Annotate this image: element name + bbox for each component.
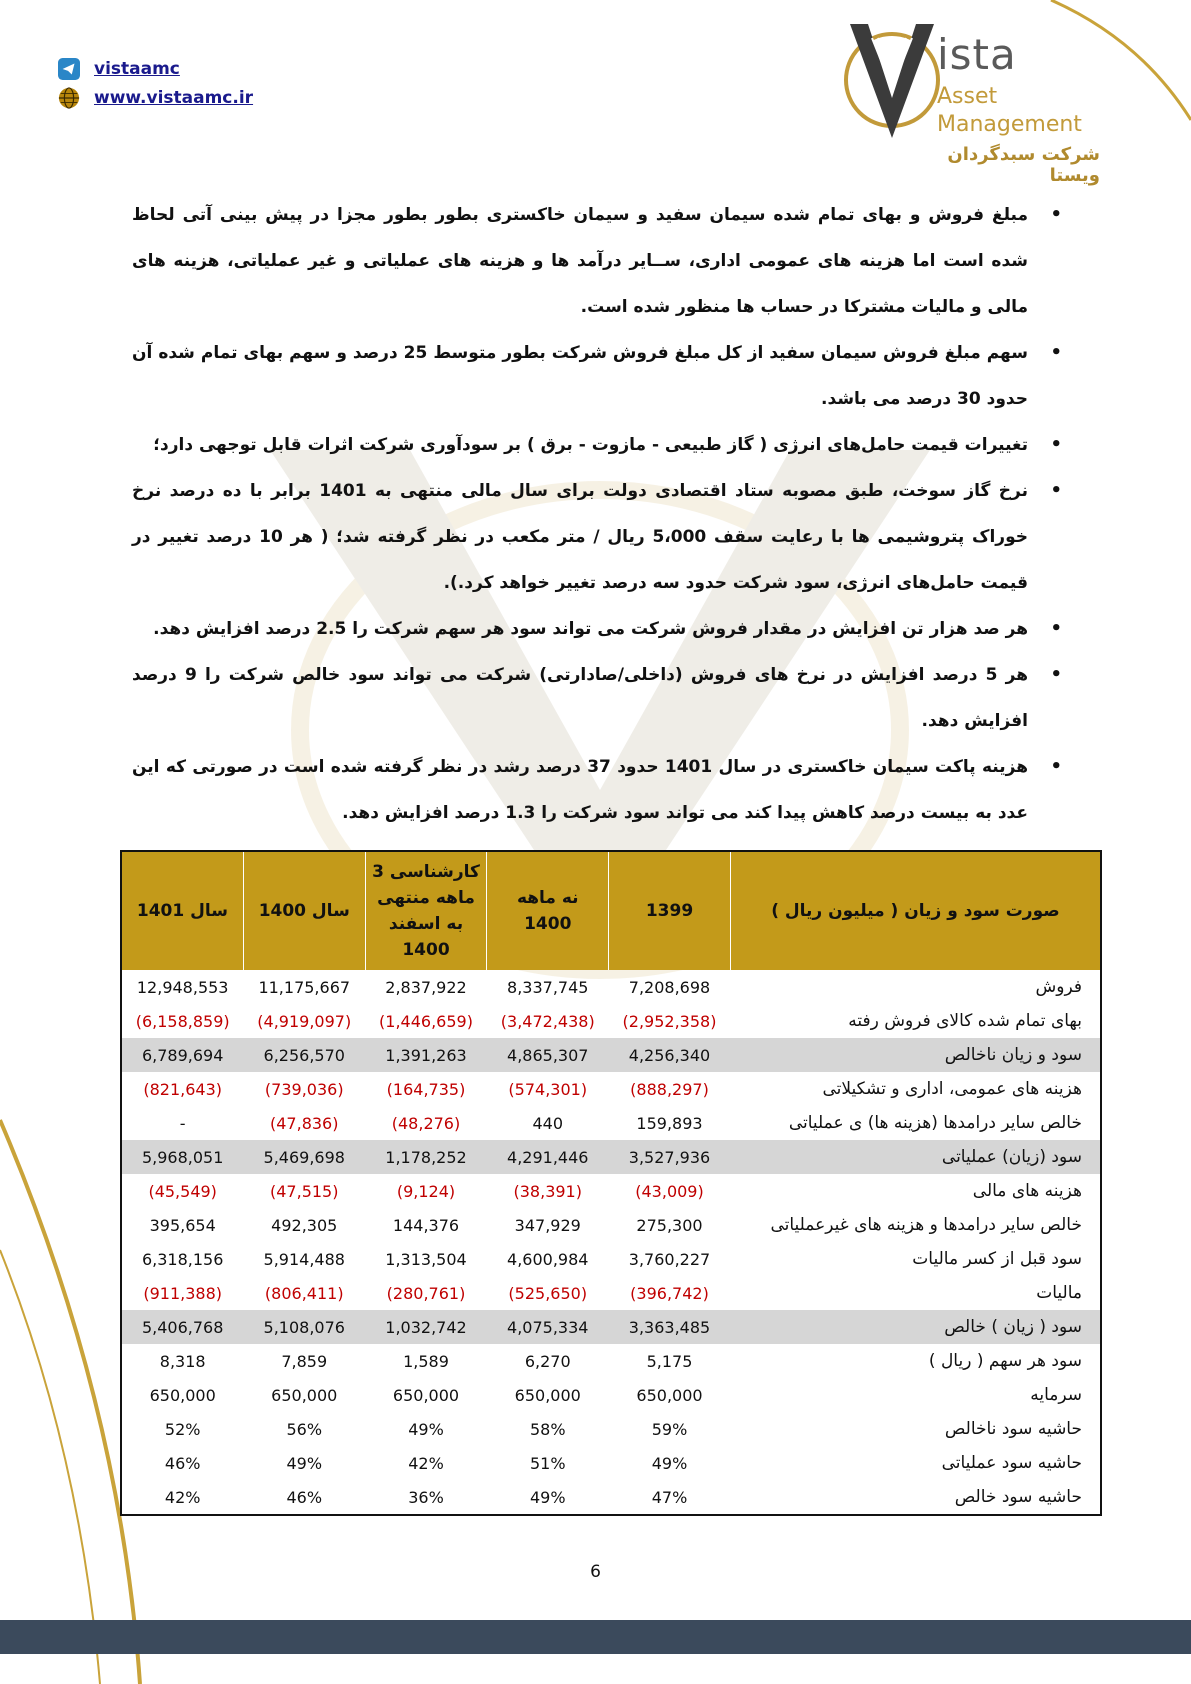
row-value: - xyxy=(179,1113,186,1133)
row-value: (396,742) xyxy=(630,1283,709,1303)
row-value: (280,761) xyxy=(386,1283,466,1303)
row-value: (1,446,659) xyxy=(379,1011,473,1031)
row-value: 49% xyxy=(408,1419,444,1439)
table-row xyxy=(121,1378,1101,1412)
row-value: 650,000 xyxy=(271,1385,338,1405)
row-value: 46% xyxy=(286,1487,323,1507)
row-value: 4,865,307 xyxy=(487,1038,609,1072)
row-value: 7,208,698 xyxy=(628,977,711,997)
row-value: 42% xyxy=(408,1453,444,1473)
row-value: (47,836) xyxy=(270,1113,339,1133)
row-value: 6,789,694 xyxy=(121,1038,243,1072)
row-value: 5,914,488 xyxy=(263,1249,345,1269)
row-value: 3,363,485 xyxy=(609,1310,731,1344)
row-label: سود قبل از کسر مالیات xyxy=(912,1249,1082,1269)
row-value: 8,318 xyxy=(159,1351,206,1371)
row-value: 6,318,156 xyxy=(141,1249,224,1269)
income-statement-table xyxy=(120,850,1102,1516)
header-1401: سال 1401 xyxy=(121,851,243,970)
table-row xyxy=(121,1140,1101,1174)
row-value: 2,837,922 xyxy=(385,977,467,997)
table-row xyxy=(121,1480,1101,1515)
bullet-item: • نرخ گاز سوخت، طبق مصوبه ستاد اقتصادی دولت برای سال مالی منتهی به 1401 برابر با ده درصد نرخ خوراک پتروشیمی ها با رعایت سقف 5،000 ریال / متر مکعب در نظر گرفته شد؛ ( هر 10 درصد تغییر در قیمت حامل‌های انرژی، سود شرکت حدود سه درصد تغییر خواهد کرد.). xyxy=(132,468,1062,606)
row-value: 5,175 xyxy=(646,1351,693,1371)
row-value: 4,256,340 xyxy=(609,1038,731,1072)
row-value: 47% xyxy=(651,1487,688,1507)
row-label: حاشیه سود ناخالص xyxy=(944,1419,1082,1439)
row-label: سرمایه xyxy=(1030,1385,1082,1405)
logo-management: Management xyxy=(937,112,1082,137)
row-value: 6,270 xyxy=(524,1351,571,1371)
website-link-row xyxy=(58,87,253,109)
row-value: (739,036) xyxy=(264,1079,344,1099)
row-value: (574,301) xyxy=(508,1079,588,1099)
row-value: 52% xyxy=(164,1419,201,1439)
row-value: 58% xyxy=(529,1419,566,1439)
row-value: 49% xyxy=(529,1487,566,1507)
row-label: سود ( زیان ) خالص xyxy=(730,1310,1101,1344)
table-row xyxy=(121,1242,1101,1276)
row-value: 650,000 xyxy=(149,1385,216,1405)
row-value: (9,124) xyxy=(396,1181,456,1201)
globe-icon xyxy=(58,87,80,109)
row-value: 12,948,553 xyxy=(136,977,229,997)
row-value: 5,968,051 xyxy=(121,1140,243,1174)
row-value: (2,952,358) xyxy=(622,1011,717,1031)
row-value: 275,300 xyxy=(636,1215,703,1235)
header-label: صورت سود و زیان ( میلیون ریال ) xyxy=(730,851,1101,970)
row-value: 1,313,504 xyxy=(385,1249,467,1269)
logo-wordmark: ista xyxy=(937,30,1017,79)
row-value: (821,643) xyxy=(143,1079,223,1099)
telegram-link-row xyxy=(58,58,180,80)
table-header-row xyxy=(121,851,1101,970)
page-number: 6 xyxy=(590,1562,601,1582)
row-value: 56% xyxy=(286,1419,323,1439)
row-value: 4,291,446 xyxy=(487,1140,609,1174)
bullet-item: • سهم مبلغ فروش سیمان سفید از کل مبلغ فروش شرکت بطور متوسط 25 درصد و سهم بهای تمام شده آن حدود 30 درصد می باشد. xyxy=(132,330,1062,422)
row-value: (525,650) xyxy=(508,1283,588,1303)
row-value: 46% xyxy=(164,1453,201,1473)
row-value: (806,411) xyxy=(264,1283,344,1303)
row-value: (4,919,097) xyxy=(257,1011,352,1031)
table-row xyxy=(121,1310,1101,1344)
row-value: (164,735) xyxy=(386,1079,466,1099)
row-value: 4,600,984 xyxy=(507,1249,589,1269)
row-value: (45,549) xyxy=(148,1181,217,1201)
row-value: (6,158,859) xyxy=(135,1011,230,1031)
header-9m-1400: نه ماهه 1400 xyxy=(487,851,609,970)
telegram-icon xyxy=(58,58,80,80)
row-value: 59% xyxy=(651,1419,688,1439)
row-value: 650,000 xyxy=(392,1385,460,1405)
row-value: 3,760,227 xyxy=(628,1249,711,1269)
row-label: بهای تمام شده کالای فروش رفته xyxy=(848,1011,1082,1031)
row-value: 8,337,745 xyxy=(507,977,589,997)
table-row xyxy=(121,1344,1101,1378)
row-label: حاشیه سود عملیاتی xyxy=(941,1453,1082,1473)
row-value: 492,305 xyxy=(271,1215,338,1235)
header-1399: 1399 xyxy=(609,851,731,970)
row-value: 395,654 xyxy=(149,1215,216,1235)
row-value: 1,391,263 xyxy=(365,1038,487,1072)
row-label: سود هر سهم ( ریال ) xyxy=(928,1351,1082,1371)
header-3m-1400: کارشناسی 3 ماهه منتهی به اسفند 1400 xyxy=(365,851,487,970)
row-value: 650,000 xyxy=(514,1385,581,1405)
row-value: (3,472,438) xyxy=(500,1011,595,1031)
row-value: 1,178,252 xyxy=(365,1140,487,1174)
row-label: سود و زیان ناخالص xyxy=(730,1038,1101,1072)
row-value: 650,000 xyxy=(636,1385,703,1405)
website-link[interactable]: www.vistaamc.ir xyxy=(94,88,254,108)
row-value: (48,276) xyxy=(391,1113,461,1133)
row-value: 5,406,768 xyxy=(121,1310,243,1344)
row-value: (43,009) xyxy=(635,1181,704,1201)
table-row xyxy=(121,1072,1101,1106)
table-row xyxy=(121,1412,1101,1446)
logo-asset: Asset xyxy=(937,84,998,109)
bullet-item: • هر صد هزار تن افزایش در مقدار فروش شرکت می تواند سود هر سهم شرکت را 2.5 درصد افزایش دهد. xyxy=(132,606,1062,652)
bullet-item: • تغییرات قیمت حامل‌های انرژی ( گاز طبیعی - مازوت - برق ) بر سودآوری شرکت اثرات قابل توجهی دارد؛ xyxy=(132,422,1062,468)
row-label: هزینه های عمومی، اداری و تشکیلاتی xyxy=(822,1079,1082,1099)
row-value: (38,391) xyxy=(513,1181,582,1201)
row-value: 1,032,742 xyxy=(365,1310,487,1344)
footer-bar xyxy=(0,1620,1191,1654)
row-value: 5,469,698 xyxy=(243,1140,365,1174)
row-value: 11,175,667 xyxy=(258,977,351,997)
bullet-item: • مبلغ فروش و بهای تمام شده سیمان سفید و سیمان خاکستری بطور بطور مجزا در پیش بینی آتی لحاظ شده است اما هزینه های عمومی اداری، ســایر درآمد ها و هزینه های عملیاتی و غیر عملیاتی، هزینه های مالی و مالیات مشترکا در حساب ها منظور شده است. xyxy=(132,192,1062,330)
table-row xyxy=(121,1276,1101,1310)
row-value: 42% xyxy=(164,1487,201,1507)
row-value: 440 xyxy=(532,1113,564,1133)
row-label: مالیات xyxy=(1036,1283,1082,1303)
row-value: 49% xyxy=(651,1453,688,1473)
row-value: 1,589 xyxy=(403,1351,449,1371)
row-label: هزینه های مالی xyxy=(972,1181,1082,1201)
telegram-link[interactable]: vistaamc xyxy=(94,59,180,79)
row-value: 49% xyxy=(286,1453,323,1473)
header-1400: سال 1400 xyxy=(243,851,365,970)
company-logo xyxy=(838,14,1100,186)
row-value: 6,256,570 xyxy=(243,1038,365,1072)
row-value: 51% xyxy=(529,1453,566,1473)
row-value: 5,108,076 xyxy=(243,1310,365,1344)
row-value: 36% xyxy=(408,1487,444,1507)
table-row xyxy=(121,1004,1101,1038)
table-row xyxy=(121,1106,1101,1140)
table-row xyxy=(121,1038,1101,1072)
row-value: 159,893 xyxy=(636,1113,703,1133)
row-value: 7,859 xyxy=(281,1351,328,1371)
row-value: 4,075,334 xyxy=(487,1310,609,1344)
row-label: حاشیه سود خالص xyxy=(954,1487,1082,1507)
bullet-item: • هزینه پاکت سیمان خاکستری در سال 1401 حدود 37 درصد رشد در نظر گرفته شده است در صورتی که این عدد به بیست درصد کاهش پیدا کند می تواند سود شرکت را 1.3 درصد افزایش دهد. xyxy=(132,744,1062,836)
row-label: فروش xyxy=(1035,977,1082,997)
row-label: خالص سایر درامدها و هزینه های غیرعملیاتی xyxy=(770,1215,1082,1235)
row-value: (47,515) xyxy=(270,1181,339,1201)
row-value: (888,297) xyxy=(630,1079,709,1099)
row-value: 144,376 xyxy=(392,1215,460,1235)
logo-persian-name: شرکت سبدگردان ویستا xyxy=(947,144,1100,186)
table-row xyxy=(121,1208,1101,1242)
logo-v-mark xyxy=(842,18,942,148)
table-row xyxy=(121,970,1101,1004)
row-label: خالص سایر درامدها (هزینه ها) ی عملیاتی xyxy=(788,1113,1082,1133)
table-row xyxy=(121,1446,1101,1480)
bullet-item: • هر 5 درصد افزایش در نرخ های فروش (داخلی/صادارتی) شرکت می تواند سود خالص شرکت را 9 درصد افزایش دهد. xyxy=(132,652,1062,744)
table-row xyxy=(121,1174,1101,1208)
row-value: 347,929 xyxy=(514,1215,581,1235)
bullet-list xyxy=(132,192,1062,836)
row-label: سود (زیان) عملیاتی xyxy=(730,1140,1101,1174)
row-value: (911,388) xyxy=(143,1283,223,1303)
row-value: 3,527,936 xyxy=(609,1140,731,1174)
